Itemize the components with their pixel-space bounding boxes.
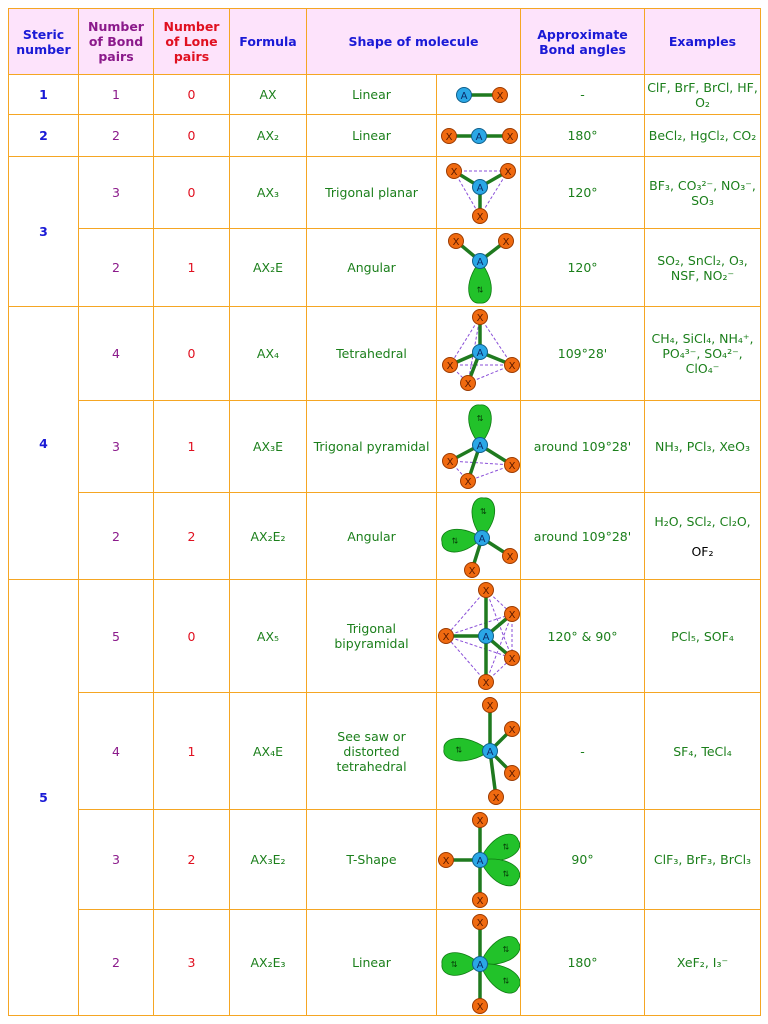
angular-ax2e-icon (438, 231, 520, 305)
bond-pairs-cell: 3 (79, 157, 154, 229)
examples-cell: BeCl₂, HgCl₂, CO₂ (645, 115, 761, 157)
angular-ax2e2-icon (438, 494, 520, 578)
header-formula: Formula (230, 9, 307, 75)
examples-cell: ClF, BrF, BrCl, HF, O₂ (645, 75, 761, 115)
ligand-atom-label: X (496, 90, 503, 102)
shape-name-cell: Linear (307, 910, 437, 1016)
bond-angle-cell: 109°28' (521, 307, 645, 401)
ligand-atom-label: X (442, 855, 449, 867)
ligand-atom-label: X (445, 131, 452, 143)
table-row (9, 810, 761, 910)
lone-pair-label: ⇅ (450, 536, 458, 546)
ligand-atom-label: X (508, 360, 515, 372)
trigonal-planar-icon (438, 159, 520, 227)
formula-cell: AX₂E₂ (230, 493, 307, 580)
tetrahedral-icon (438, 309, 520, 399)
ligand-atom-label: X (476, 312, 483, 324)
ligand-atom-label: X (476, 1001, 483, 1013)
linear-ax2e3-icon (438, 912, 520, 1014)
lone-pairs-cell: 1 (154, 229, 230, 307)
table-row (9, 910, 761, 1016)
bond-angle-cell: around 109°28' (521, 401, 645, 493)
ligand-atom-label: X (464, 378, 471, 390)
bond-angle-cell: 120° (521, 229, 645, 307)
central-atom-label: A (475, 131, 482, 143)
ligand-atom-label: X (508, 460, 515, 472)
bond-pairs-cell: 1 (79, 75, 154, 115)
steric-number-cell: 5 (9, 580, 79, 1016)
bond-angle-cell: 180° (521, 115, 645, 157)
table-row (9, 75, 761, 115)
ligand-atom-label: X (482, 678, 489, 689)
ligand-atom-label: X (508, 610, 515, 621)
ligand-atom-label: X (504, 166, 511, 178)
trigonal-bipyramidal-icon (438, 582, 520, 690)
examples-cell: ClF₃, BrF₃, BrCl₃ (645, 810, 761, 910)
lone-pair-label: ⇅ (479, 506, 487, 516)
bond-angle-cell: - (521, 693, 645, 810)
ligand-atom-label: X (486, 701, 493, 712)
ligand-atom-label: X (446, 360, 453, 372)
header-steric-number: Steric number (9, 9, 79, 75)
bond-pairs-cell: 2 (79, 493, 154, 580)
examples-cell: XeF₂, I₃⁻ (645, 910, 761, 1016)
shape-name-cell: Angular (307, 493, 437, 580)
shape-name-cell: Angular (307, 229, 437, 307)
examples-text: H₂O, SCl₂, Cl₂O, (654, 513, 751, 529)
bond-pairs-cell: 3 (79, 401, 154, 493)
header-bond-pairs: Number of Bond pairs (79, 9, 154, 75)
formula-cell: AX₄E (230, 693, 307, 810)
central-atom-label: A (476, 959, 483, 971)
formula-cell: AX₅ (230, 580, 307, 693)
examples-cell: SF₄, TeCl₄ (645, 693, 761, 810)
ligand-atom-label: X (464, 476, 471, 488)
vsepr-table-container (8, 8, 761, 1016)
shape-image-cell (437, 910, 521, 1016)
bond-pairs-cell: 2 (79, 910, 154, 1016)
vsepr-shapes-table (8, 8, 761, 1016)
lone-pairs-cell: 0 (154, 75, 230, 115)
bond-angle-cell: 90° (521, 810, 645, 910)
ligand-atom-label: X (506, 552, 513, 563)
steric-number-cell: 4 (9, 307, 79, 580)
ligand-atom-label: X (506, 131, 513, 143)
steric-number-cell: 3 (9, 157, 79, 307)
central-atom-label: A (460, 90, 467, 102)
shape-image-cell (437, 810, 521, 910)
ligand-atom-label: X (442, 632, 449, 643)
central-atom-label: A (476, 256, 483, 268)
shape-name-cell: Tetrahedral (307, 307, 437, 401)
table-row (9, 157, 761, 229)
formula-cell: AX₃E₂ (230, 810, 307, 910)
ligand-atom-label: X (450, 166, 457, 178)
lone-pair-label: ⇅ (476, 413, 483, 423)
ligand-atom-label: X (476, 895, 483, 907)
lone-pair-label: ⇅ (501, 975, 509, 985)
bond-angle-cell: 120° & 90° (521, 580, 645, 693)
shape-image-cell (437, 693, 521, 810)
trigonal-pyramidal-icon (438, 403, 520, 491)
shape-image-cell (437, 580, 521, 693)
header-examples: Examples (645, 9, 761, 75)
shape-image-cell (437, 115, 521, 157)
shape-name-cell: Trigonal bipyramidal (307, 580, 437, 693)
lone-pairs-cell: 0 (154, 307, 230, 401)
ligand-atom-label: X (492, 793, 499, 804)
central-atom-label: A (476, 440, 483, 452)
examples-cell (645, 493, 761, 580)
lone-pairs-cell: 0 (154, 580, 230, 693)
table-row (9, 580, 761, 693)
lone-pair-label: ⇅ (450, 959, 458, 969)
bond-pairs-cell: 4 (79, 307, 154, 401)
shape-name-cell: Trigonal pyramidal (307, 401, 437, 493)
shape-name-cell: T-Shape (307, 810, 437, 910)
steric-number-cell: 1 (9, 75, 79, 115)
lone-pair-label: ⇅ (501, 944, 509, 954)
lone-pair-label: ⇅ (476, 285, 483, 295)
formula-cell: AX₂ (230, 115, 307, 157)
lone-pairs-cell: 0 (154, 115, 230, 157)
shape-name-cell: Trigonal planar (307, 157, 437, 229)
bond-pairs-cell: 3 (79, 810, 154, 910)
central-atom-label: A (482, 632, 489, 643)
lone-pairs-cell: 2 (154, 810, 230, 910)
shape-image-cell (437, 401, 521, 493)
examples-extra-text: OF₂ (691, 543, 714, 559)
central-atom-label: A (476, 855, 483, 867)
central-atom-label: A (478, 534, 485, 545)
ligand-atom-label: X (452, 236, 459, 248)
formula-cell: AX₂E (230, 229, 307, 307)
formula-cell: AX₄ (230, 307, 307, 401)
dashed-edge (450, 461, 512, 465)
ligand-atom-label: X (468, 566, 475, 577)
table-row (9, 493, 761, 580)
bond-pairs-cell: 5 (79, 580, 154, 693)
ligand-atom-label: X (508, 725, 515, 736)
central-atom-label: A (486, 747, 493, 758)
t-shape-icon (438, 812, 520, 908)
examples-cell: NH₃, PCl₃, XeO₃ (645, 401, 761, 493)
formula-cell: AX₃E (230, 401, 307, 493)
table-row (9, 401, 761, 493)
table-row (9, 115, 761, 157)
bond-angle-cell: 120° (521, 157, 645, 229)
see-saw-icon (438, 695, 520, 807)
ligand-atom-label: X (476, 815, 483, 827)
bond-pairs-cell: 4 (79, 693, 154, 810)
examples-cell: CH₄, SiCl₄, NH₄⁺, PO₄³⁻, SO₄²⁻, ClO₄⁻ (645, 307, 761, 401)
shape-name-cell: Linear (307, 115, 437, 157)
bond-angle-cell: - (521, 75, 645, 115)
bond-angle-cell: 180° (521, 910, 645, 1016)
central-atom-label: A (476, 347, 483, 359)
lone-pairs-cell: 3 (154, 910, 230, 1016)
shape-image-cell (437, 307, 521, 401)
bond-pairs-cell: 2 (79, 229, 154, 307)
ligand-atom-label: X (446, 456, 453, 468)
shape-name-cell: Linear (307, 75, 437, 115)
shape-image-cell (437, 229, 521, 307)
ligand-atom-label: X (502, 236, 509, 248)
header-lone-pairs: Number of Lone pairs (154, 9, 230, 75)
header-bond-angles: Approximate Bond angles (521, 9, 645, 75)
steric-number-cell: 2 (9, 115, 79, 157)
ligand-atom-label: X (476, 917, 483, 929)
linear-ax-icon (438, 77, 520, 113)
examples-cell: SO₂, SnCl₂, O₃, NSF, NO₂⁻ (645, 229, 761, 307)
ligand-atom-label: X (508, 769, 515, 780)
ligand-atom-label: X (476, 211, 483, 223)
lone-pairs-cell: 1 (154, 693, 230, 810)
ligand-atom-label: X (508, 654, 515, 665)
central-atom-label: A (476, 182, 483, 194)
lone-pairs-cell: 1 (154, 401, 230, 493)
shape-image-cell (437, 157, 521, 229)
formula-cell: AX₃ (230, 157, 307, 229)
table-row (9, 229, 761, 307)
header-shape: Shape of molecule (307, 9, 521, 75)
lone-pairs-cell: 2 (154, 493, 230, 580)
table-row (9, 693, 761, 810)
shape-name-cell: See saw or distorted tetrahedral (307, 693, 437, 810)
bond-angle-cell: around 109°28' (521, 493, 645, 580)
formula-cell: AX₂E₃ (230, 910, 307, 1016)
shape-image-cell (437, 493, 521, 580)
table-row (9, 307, 761, 401)
examples-cell: PCl₅, SOF₄ (645, 580, 761, 693)
lone-pair-label: ⇅ (501, 869, 509, 879)
examples-cell: BF₃, CO₃²⁻, NO₃⁻, SO₃ (645, 157, 761, 229)
lone-pair-label: ⇅ (454, 745, 462, 755)
linear-ax2-icon (438, 118, 520, 154)
formula-cell: AX (230, 75, 307, 115)
bond-pairs-cell: 2 (79, 115, 154, 157)
lone-pair-label: ⇅ (501, 841, 509, 851)
lone-pairs-cell: 0 (154, 157, 230, 229)
header-row (9, 9, 761, 75)
ligand-atom-label: X (482, 586, 489, 597)
shape-image-cell (437, 75, 521, 115)
